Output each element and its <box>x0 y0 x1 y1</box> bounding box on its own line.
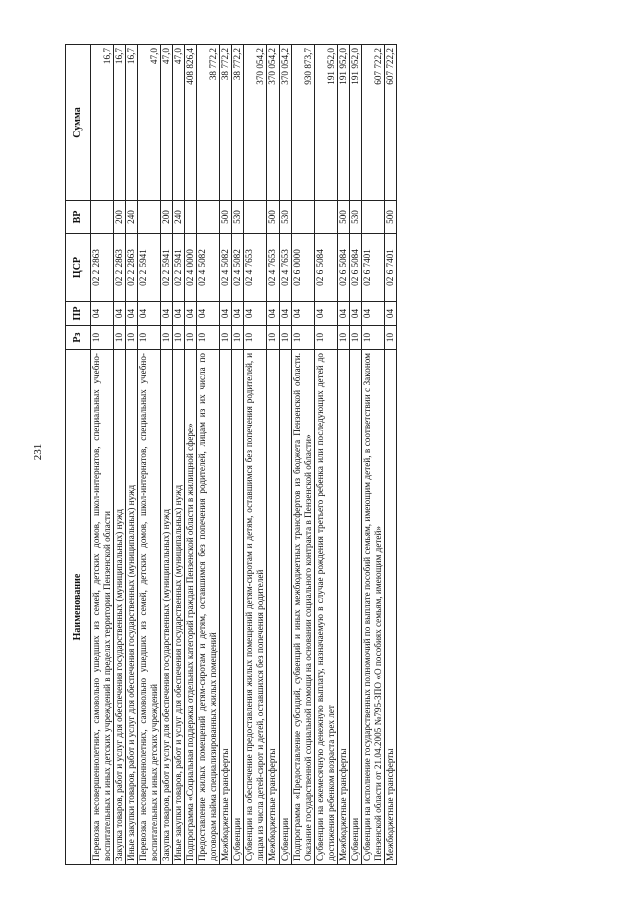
row-pr: 04 <box>349 302 361 326</box>
row-rz: 10 <box>279 326 291 350</box>
row-pr: 04 <box>173 302 185 326</box>
row-pr: 04 <box>138 302 161 326</box>
row-csr: 02 6 5084 <box>314 234 337 302</box>
header-csr: ЦСР <box>66 234 91 302</box>
row-csr: 02 4 7653 <box>267 234 279 302</box>
row-sum: 191 952,0 <box>337 45 349 201</box>
row-vr <box>244 201 267 234</box>
row-rz: 10 <box>197 326 220 350</box>
row-sum: 16,7 <box>91 45 114 201</box>
row-name: Подпрограмма «Предоставление субсидий, субвенций и иных межбюджетных трансфертов из бюджета Пензенской области. Оказание государственной социальной помощи на основании социального контракта в Пензенской области» <box>291 350 314 865</box>
row-sum: 370 054,2 <box>244 45 267 201</box>
row-rz: 10 <box>173 326 185 350</box>
header-sum: Сумма <box>66 45 91 201</box>
row-csr: 02 6 7401 <box>384 234 396 302</box>
row-rz: 10 <box>384 326 396 350</box>
row-name: Субвенции на ежемесячную денежную выплату, назначаемую в случае рождения третьего ребенка или последующих детей до достижения ребенком возраста трех лет <box>314 350 337 865</box>
row-name: Закупка товаров, работ и услуг для обеспечения государственных (муниципальных) нужд <box>161 350 173 865</box>
row-vr: 200 <box>161 201 173 234</box>
table-row <box>161 45 173 865</box>
row-rz: 10 <box>161 326 173 350</box>
row-csr: 02 4 5082 <box>197 234 220 302</box>
row-csr: 02 4 5082 <box>220 234 232 302</box>
row-sum: 47,0 <box>173 45 185 201</box>
row-rz: 10 <box>91 326 114 350</box>
row-name: Предоставление жилых помещений детям-сиротам и детям, оставшимся без попечения родителей, лицам из их числа по договорам найма специализированных жилых помещений <box>197 350 220 865</box>
row-csr: 02 6 5084 <box>337 234 349 302</box>
row-sum: 370 054,2 <box>279 45 291 201</box>
row-vr: 500 <box>220 201 232 234</box>
page-number: 231 <box>32 443 44 461</box>
row-rz: 10 <box>291 326 314 350</box>
row-pr: 04 <box>314 302 337 326</box>
row-pr: 04 <box>291 302 314 326</box>
row-name: Субвенции <box>232 350 244 865</box>
row-sum: 191 952,0 <box>314 45 337 201</box>
row-name: Закупка товаров, работ и услуг для обеспечения государственных (муниципальных) нужд <box>114 350 126 865</box>
row-pr: 04 <box>197 302 220 326</box>
row-name: Межбюджетные трансферты <box>267 350 279 865</box>
row-sum: 408 826,4 <box>185 45 197 201</box>
row-rz: 10 <box>220 326 232 350</box>
row-name: Иные закупки товаров, работ и услуг для обеспечения государственных (муниципальных) нужд <box>173 350 185 865</box>
row-vr <box>185 201 197 234</box>
table-header-row <box>66 45 91 865</box>
header-rz: Рз <box>66 326 91 350</box>
row-pr: 04 <box>244 302 267 326</box>
row-vr: 530 <box>279 201 291 234</box>
row-name: Субвенции на исполнение государственных полномочий по выплате пособий семьям, имеющим детей, в соответствии с Законом Пензенской области от 21.04.2005 №795-ЗПО «О пособиях семьям, имеющим детей» <box>361 350 384 865</box>
row-pr: 04 <box>337 302 349 326</box>
row-pr: 04 <box>361 302 384 326</box>
row-rz: 10 <box>232 326 244 350</box>
row-csr: 02 6 7401 <box>361 234 384 302</box>
row-vr <box>291 201 314 234</box>
row-vr: 240 <box>126 201 138 234</box>
row-csr: 02 2 2863 <box>91 234 114 302</box>
row-vr: 500 <box>337 201 349 234</box>
row-pr: 04 <box>161 302 173 326</box>
row-pr: 04 <box>279 302 291 326</box>
table-row <box>244 45 267 865</box>
header-vr: ВР <box>66 201 91 234</box>
row-vr: 500 <box>267 201 279 234</box>
row-name: Подпрограмма «Социальная поддержка отдельных категорий граждан Пензенской области в жилищной сфере» <box>185 350 197 865</box>
row-pr: 04 <box>220 302 232 326</box>
row-sum: 38 772,2 <box>232 45 244 201</box>
row-pr: 04 <box>114 302 126 326</box>
table-row <box>267 45 279 865</box>
table-row <box>185 45 197 865</box>
row-name: Межбюджетные трансферты <box>384 350 396 865</box>
row-rz: 10 <box>138 326 161 350</box>
row-sum: 47,0 <box>161 45 173 201</box>
row-rz: 10 <box>267 326 279 350</box>
table-row <box>232 45 244 865</box>
row-pr: 04 <box>232 302 244 326</box>
row-sum: 930 873,7 <box>291 45 314 201</box>
table-row <box>349 45 361 865</box>
row-rz: 10 <box>126 326 138 350</box>
row-vr: 240 <box>173 201 185 234</box>
row-csr: 02 6 0000 <box>291 234 314 302</box>
row-pr: 04 <box>384 302 396 326</box>
row-name: Перевозка несовершеннолетних, самовольно ушедших из семей, детских домов, школ-интернатов, специальных учебно-воспитательных и иных детских учреждений <box>138 350 161 865</box>
row-sum: 370 054,2 <box>267 45 279 201</box>
table-row <box>314 45 337 865</box>
row-vr <box>91 201 114 234</box>
row-name: Субвенции <box>349 350 361 865</box>
row-sum: 38 772,2 <box>220 45 232 201</box>
row-name: Иные закупки товаров, работ и услуг для обеспечения государственных (муниципальных) нужд <box>126 350 138 865</box>
row-rz: 10 <box>185 326 197 350</box>
row-vr <box>138 201 161 234</box>
row-csr: 02 2 5941 <box>161 234 173 302</box>
table-row <box>197 45 220 865</box>
row-vr: 530 <box>349 201 361 234</box>
row-name: Субвенции на обеспечение предоставления жилых помещений детям-сиротам и детям, оставшимся без попечения родителей, и лицам из числа детей-сирот и детей, оставшихся без попечения родителей <box>244 350 267 865</box>
row-sum: 607 722,2 <box>384 45 396 201</box>
row-sum: 191 952,0 <box>349 45 361 201</box>
row-name: Субвенции <box>279 350 291 865</box>
table-row <box>91 45 114 865</box>
row-vr <box>361 201 384 234</box>
row-pr: 04 <box>126 302 138 326</box>
row-csr: 02 4 7653 <box>244 234 267 302</box>
table-row <box>220 45 232 865</box>
row-vr <box>314 201 337 234</box>
table-row <box>138 45 161 865</box>
table-row <box>114 45 126 865</box>
row-csr: 02 2 5941 <box>173 234 185 302</box>
row-csr: 02 6 5084 <box>349 234 361 302</box>
row-vr: 500 <box>384 201 396 234</box>
row-vr <box>197 201 220 234</box>
header-pr: ПР <box>66 302 91 326</box>
row-vr: 200 <box>114 201 126 234</box>
table-row <box>384 45 396 865</box>
header-name: Наименование <box>66 350 91 865</box>
budget-table <box>65 44 397 865</box>
row-sum: 47,0 <box>138 45 161 201</box>
row-sum: 607 722,2 <box>361 45 384 201</box>
row-csr: 02 4 5082 <box>232 234 244 302</box>
table-row <box>361 45 384 865</box>
row-pr: 04 <box>91 302 114 326</box>
row-name: Межбюджетные трансферты <box>220 350 232 865</box>
row-csr: 02 2 5941 <box>138 234 161 302</box>
table-row <box>279 45 291 865</box>
row-name: Межбюджетные трансферты <box>337 350 349 865</box>
row-csr: 02 2 2863 <box>126 234 138 302</box>
table-row <box>126 45 138 865</box>
row-rz: 10 <box>361 326 384 350</box>
table-row <box>337 45 349 865</box>
row-csr: 02 4 7653 <box>279 234 291 302</box>
row-rz: 10 <box>244 326 267 350</box>
row-name: Перевозка несовершеннолетних, самовольно ушедших из семей, детских домов, школ-интернатов, специальных учебно-воспитательных и иных детских учреждений в пределах территории Пензенской области <box>91 350 114 865</box>
row-rz: 10 <box>337 326 349 350</box>
row-csr: 02 4 0000 <box>185 234 197 302</box>
row-pr: 04 <box>185 302 197 326</box>
table-row <box>291 45 314 865</box>
row-rz: 10 <box>349 326 361 350</box>
table-row <box>173 45 185 865</box>
row-sum: 16,7 <box>126 45 138 201</box>
row-rz: 10 <box>114 326 126 350</box>
row-vr: 530 <box>232 201 244 234</box>
budget-table-rotated <box>65 45 600 865</box>
row-sum: 16,7 <box>114 45 126 201</box>
row-pr: 04 <box>267 302 279 326</box>
row-csr: 02 2 2863 <box>114 234 126 302</box>
row-sum: 38 772,2 <box>197 45 220 201</box>
row-rz: 10 <box>314 326 337 350</box>
